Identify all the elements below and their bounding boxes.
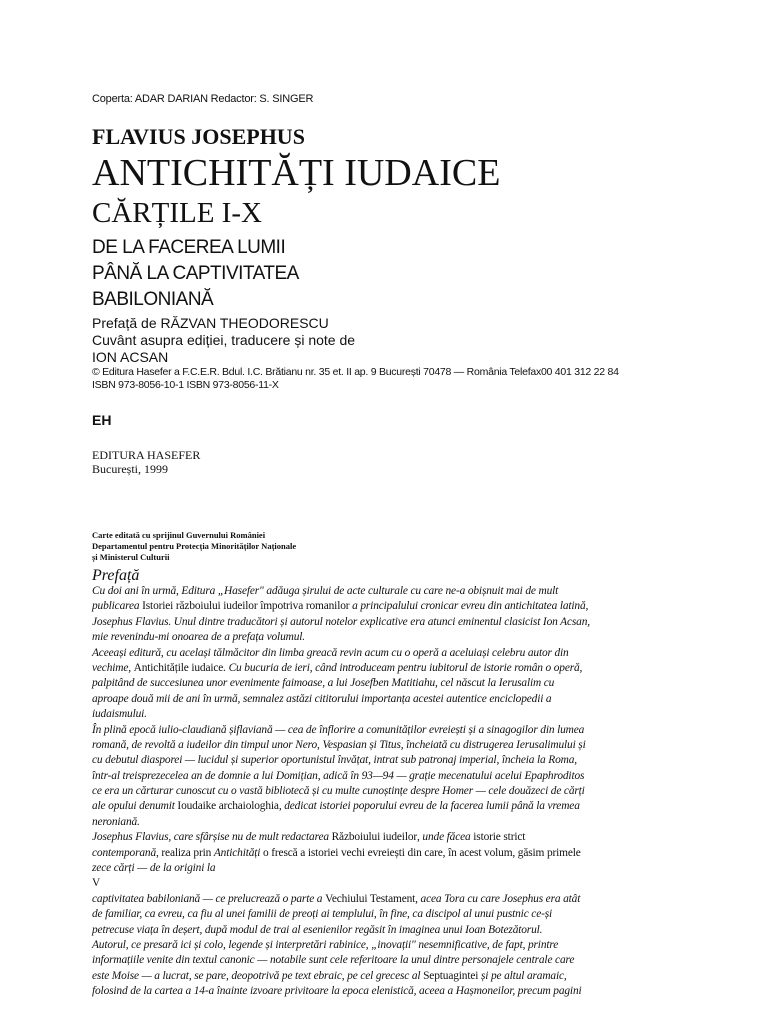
preface-italic-segment: contemporană [92, 846, 157, 859]
preface-line [92, 630, 682, 645]
preface-upright-segment: Antichitățile iudaice [133, 661, 224, 674]
preface-italic-segment: , acea Tora cu care Josephus era atât [415, 892, 581, 905]
preface-italic-segment: și pe altul aramaic, [478, 969, 567, 982]
support-line: și Ministerul Culturii [92, 552, 170, 562]
preface-italic-segment: , dedicat istoriei poporului evreu de la facerea lumii până la vremea [278, 800, 580, 813]
preface-italic-segment: Josephus Flavius, care sfârșise nu de mult redactarea [92, 831, 332, 844]
preface-line [92, 676, 682, 691]
preface-italic-segment: iudaismului. [92, 708, 147, 721]
contributors [92, 315, 355, 366]
preface-italic-segment: într-al treisprezecelea an de domnie a lui Domițian, adică în 93—94 — grație mecenatului acelui Epaphroditos [92, 769, 585, 782]
book-title: ANTICHITĂȚI IUDAICE [92, 152, 501, 194]
cover-credits: Coperta: ADAR DARIAN Redactor: S. SINGER [92, 93, 314, 105]
preface-credit: Prefață de RĂZVAN THEODORESCU [92, 315, 329, 331]
preface-line [92, 584, 682, 599]
preface-line [92, 892, 682, 907]
preface-line [92, 599, 682, 614]
subject-line: PÂNĂ LA CAPTIVITATEA [92, 263, 299, 284]
preface-italic-segment: În plină epocă iulio-claudiană șiflaviană — cea de înflorire a comunităților evreiești și a sinagogilor din lumea [92, 723, 585, 736]
preface-italic-segment: . Cu bucuria de ieri, când introduceam pentru iubitorul de istorie român o operă, [223, 661, 583, 674]
preface-italic-segment: , unde făcea [417, 831, 474, 844]
preface-italic-segment: petrecuse viața în deșert, după modul de trai al esenienilor regăsit în imaginea unui Ioan Botezătorul. [92, 923, 543, 936]
support-line: Departamentul pentru Protecția Minorităților Naționale [92, 541, 297, 551]
publisher-name: EDITURA HASEFER [92, 448, 201, 462]
preface-line [92, 753, 682, 768]
preface-italic-segment: neroniană. [92, 815, 140, 828]
preface-italic-segment: publicarea [92, 600, 143, 613]
preface-italic-segment: ale opului denumit [92, 800, 178, 813]
preface-line [92, 876, 682, 891]
preface-italic-segment: vechime, [92, 661, 134, 674]
preface-italic-segment: captivitatea babiloniană — ce prelucrează o parte a [92, 892, 326, 905]
book-subtitle: CĂRȚILE I-X [92, 197, 262, 229]
preface-line [92, 953, 682, 968]
preface-upright-segment: o frescă a istoriei vechi evreiești din care, în acest volum, găsim primele [260, 846, 581, 859]
preface-italic-segment: este Moise — a lucrat, se pare, deopotrivă pe text ebraic, pe cel grecesc al [92, 969, 424, 982]
preface-upright-segment: Ioudaike archaiologhia [177, 800, 279, 813]
support-notice [92, 530, 296, 563]
preface-line [92, 784, 682, 799]
preface-line [92, 707, 682, 722]
preface-italic-segment: Aceeași editură, cu același tălmăcitor din limba greacă revin acum cu o operă a aceluiași celebru autor din [92, 646, 569, 659]
preface-italic-segment: informațiile venite din textul canonic — notabile sunt cele referitoare la unul dintre personajele centrale care [92, 954, 575, 967]
preface-line [92, 723, 682, 738]
preface-line [92, 830, 682, 845]
preface-line [92, 661, 682, 676]
translator-name: ION ACSAN [92, 349, 169, 365]
preface-upright-segment: Septuagintei [423, 969, 479, 982]
author-name: FLAVIUS JOSEPHUS [92, 124, 305, 149]
preface-upright-segment: , realiza prin [156, 846, 214, 859]
preface-line [92, 907, 682, 922]
publisher-place-year: București, 1999 [92, 462, 168, 476]
preface-upright-segment: Istoriei războiului iudeilor împotriva romanilor [142, 600, 350, 613]
preface-italic-segment: aproape două mii de ani în urmă, semnalez astăzi cititorului importanța acestei autentice enciclopedii a [92, 692, 552, 705]
preface-body [92, 584, 682, 1000]
preface-line [92, 846, 682, 861]
preface-line [92, 646, 682, 661]
preface-italic-segment: folosind de la cartea a 14-a înainte izvoare privitoare la epoca elenistică, aceea a Hașmoneilor, precum pagini [92, 985, 582, 998]
preface-line [92, 938, 682, 953]
preface-italic-segment: Josephus Flavius. Unul dintre traducători și autorul notelor explicative era atunci eminentul clasicist Ion Acsan, [92, 615, 590, 628]
copyright-block [92, 366, 619, 392]
subject-line: DE LA FACEREA LUMII [92, 237, 286, 258]
preface-upright-segment: Războiului iudeilor [331, 831, 418, 844]
publisher-logo: EH [92, 412, 112, 428]
preface-italic-segment: ce era un cărturar cunoscut cu o vastă bibliotecă și cu multe cunoștințe despre Homer — cele douăzeci de cărți [92, 785, 585, 798]
preface-italic-segment: romană, de revoltă a iudeilor din timpul unor Nero, Vespasian și Titus, încheiată cu distrugerea Ierusalimului și [92, 738, 586, 751]
preface-line [92, 692, 682, 707]
support-line: Carte editată cu sprijinul Guvernului României [92, 530, 266, 540]
preface-italic-segment: Cu doi ani în urmă, Editura „Hasefer" adăuga șirului de acte culturale cu care ne-a obișnuit mai de mult [92, 585, 559, 597]
preface-line [92, 861, 682, 876]
preface-heading: Prefață [92, 567, 140, 584]
preface-line [92, 738, 682, 753]
preface-italic-segment: cu debutul diasporei — lucidul și superior oportunistul învățat, intrat sub patronaj imperial, încheia la Roma, [92, 754, 577, 767]
preface-line [92, 799, 682, 814]
publisher-block [92, 448, 200, 476]
preface-italic-segment: Antichități [213, 846, 261, 859]
copyright-line: © Editura Hasefer a F.C.E.R. Bdul. I.C. Brătianu nr. 35 et. II ap. 9 București 70478 — România Telefax00 401 312 22 84 [92, 366, 619, 378]
preface-upright-segment: istorie strict [473, 831, 526, 844]
preface-italic-segment: de familiar, ca evreu, ca fiu al unei familii de preoți ai templului, în fine, ca discipol al unui pustnic ce-și [92, 908, 553, 921]
preface-italic-segment: palpitând de succesiunea unor evenimente faimoase, a lui Josefben Matitiahu, cel născut la Ierusalim cu [92, 677, 555, 690]
preface-upright-segment: Vechiului Testament [325, 892, 416, 905]
preface-line [92, 923, 682, 938]
preface-line [92, 984, 682, 999]
preface-italic-segment: zece cărți — de la origini la [92, 862, 216, 875]
preface-italic-segment: a principalului cronicar evreu din antichitatea latină, [349, 600, 589, 613]
isbn-line: ISBN 973-8056-10-1 ISBN 973-8056-11-X [92, 379, 279, 391]
preface-italic-segment: Autorul, ce presară ici și colo, legende și interpretări rabinice, „inovații" nesemnificative, de fapt, printre [92, 938, 559, 951]
book-subject [92, 235, 299, 313]
preface-italic-segment: mie revenindu-mi onoarea de a prefața volumul. [92, 631, 305, 644]
preface-line [92, 969, 682, 984]
subject-line: BABILONIANĂ [92, 289, 214, 310]
preface-upright-segment: V [92, 877, 101, 890]
preface-line [92, 615, 682, 630]
translation-credit: Cuvânt asupra ediției, traducere și note de [92, 332, 356, 348]
preface-line [92, 815, 682, 830]
preface-line [92, 769, 682, 784]
